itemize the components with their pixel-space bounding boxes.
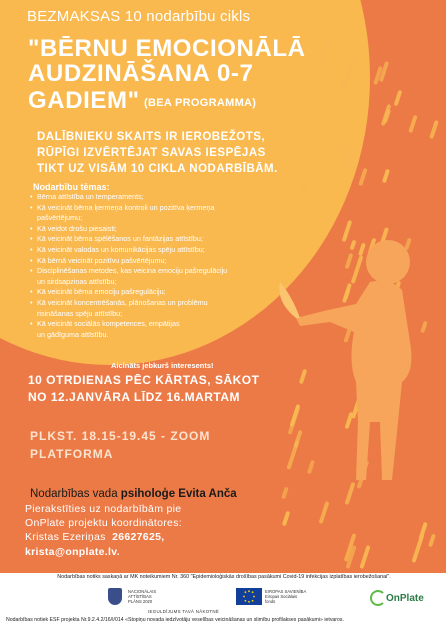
onplate-logo-text: OnPlate <box>386 593 424 604</box>
project-notice: Nodarbības notiek ESF projekta Nr.9.2.4.2/16/I/014 «Stopiņu novada iedzīvotāju veselības veicināšanas un slimību profilakses pasākumi» ietvaros. <box>6 617 344 623</box>
rain-drop <box>409 114 418 132</box>
list-item: • Kā veicināt bērna emociju pašregulāciju; <box>30 287 166 297</box>
topics-list <box>30 192 300 340</box>
rain-drop <box>382 169 390 183</box>
coat-of-arms-logo <box>108 588 122 605</box>
rain-drop <box>359 168 368 186</box>
time-line-1: PLKST. 18.15-19.45 - ZOOM <box>30 429 211 443</box>
nap-logo-text: NACIONĀLAIS ATTĪSTĪBAS PLĀNS 2020 <box>128 589 157 604</box>
psychologist-name: psiholoģe Evita Anča <box>120 488 237 500</box>
program-label: (BEA PROGRAMMA) <box>144 97 257 109</box>
rain-drop <box>418 522 427 541</box>
title-line-3: GADIEM" <box>28 87 140 114</box>
rain-drop <box>359 545 370 569</box>
invite-text: Aicināts jebkurš interesents! <box>111 361 214 370</box>
list-item: • Kā veidot drošu piesaisti; <box>30 223 117 233</box>
contact-email[interactable]: krista@onplate.lv. <box>25 546 120 558</box>
list-item: • Kā veicināt bērna ķermeņa kontroli un pozitīva ķermeņa pašvērtējumu; <box>30 202 215 223</box>
investing-slogan: IEGULDĪJUMS TAVĀ NĀKOTNĒ <box>148 609 220 614</box>
list-item: • Kā bērnā veicināt pozitīvu pašvērtējumu; <box>30 255 167 265</box>
cycle-label: BEZMAKSAS 10 nodarbību cikls <box>27 8 251 25</box>
list-item: • Kā veicināt bērna spēlēšanos un fantāzijas attīstību; <box>30 234 203 244</box>
time-line-2: PLATFORMA <box>30 447 114 461</box>
schedule-line-2: NO 12.JANVĀRA LĪDZ 16.MARTAM <box>28 390 241 404</box>
rain-drop <box>281 511 290 527</box>
warning-line-2: RŪPĪGI IZVĒRTĒJAT SAVAS IESPĒJAS <box>37 147 266 159</box>
rain-drop <box>428 534 436 547</box>
title-line-2: AUDZINĀŠANA 0-7 <box>28 60 254 87</box>
rain-drop <box>394 90 403 106</box>
onplate-logo-icon <box>370 590 386 606</box>
rain-drop <box>336 138 346 157</box>
contact-line-1: Pierakstīties uz nodarbībām pie <box>25 503 182 515</box>
list-item: • Kā veicināt sociālās kompetences, empātijas un gādīguma attīstību. <box>30 319 180 339</box>
topics-heading: Nodarbību tēmas: <box>33 182 110 192</box>
lead-text: Nodarbības vada psiholoģe Evita Anča <box>30 488 237 500</box>
rain-drop <box>430 120 440 140</box>
rain-drop <box>325 34 332 46</box>
list-item: • Disciplinēšanas metodes, kas veicina emociju pašregulāciju un sirdsapziņas attīstību; <box>30 266 228 286</box>
list-item: • Kā veicināt valodas un komunikācijas spēju attīstību; <box>30 244 205 254</box>
list-item: • Kā veicināt koncentrēšanās, plānošanas un problēmu risināšanas spēju attīstību; <box>30 297 208 318</box>
warning-line-3: TIKT UZ VISĀM 10 CIKLA NODARBĪBĀM. <box>37 163 278 175</box>
eu-flag-logo <box>236 588 262 605</box>
contact-line-2: OnPlate projektu koordinātores: <box>25 517 182 529</box>
phone-number: 26627625, <box>112 531 165 543</box>
rain-drop <box>318 501 329 524</box>
eu-logo-text: EIROPAS SAVIENĪBA Eiropas Sociālais fonds <box>265 589 307 604</box>
contact-line-3: Kristas Ezeriņas 26627625, <box>25 531 165 543</box>
list-item: • Bērna attīstība un temperaments; <box>30 192 144 201</box>
title-line-1: "BĒRNU EMOCIONĀLĀ <box>28 35 306 62</box>
rain-drop <box>340 60 354 91</box>
warning-line-1: DALĪBNIEKU SKAITS IR IEROBEŽOTS, <box>37 131 266 143</box>
rain-drop <box>300 181 307 192</box>
schedule-line-1: 10 OTRDIENAS PĒC KĀRTAS, SĀKOT <box>28 373 260 387</box>
covid-notice: Nodarbības notiks saskaņā ar MK noteikumiem Nr. 360 "Epidemioloģiskās drošības pasākumi Covid-19 infekcijas izplatības ierobežošanai". <box>57 574 391 580</box>
